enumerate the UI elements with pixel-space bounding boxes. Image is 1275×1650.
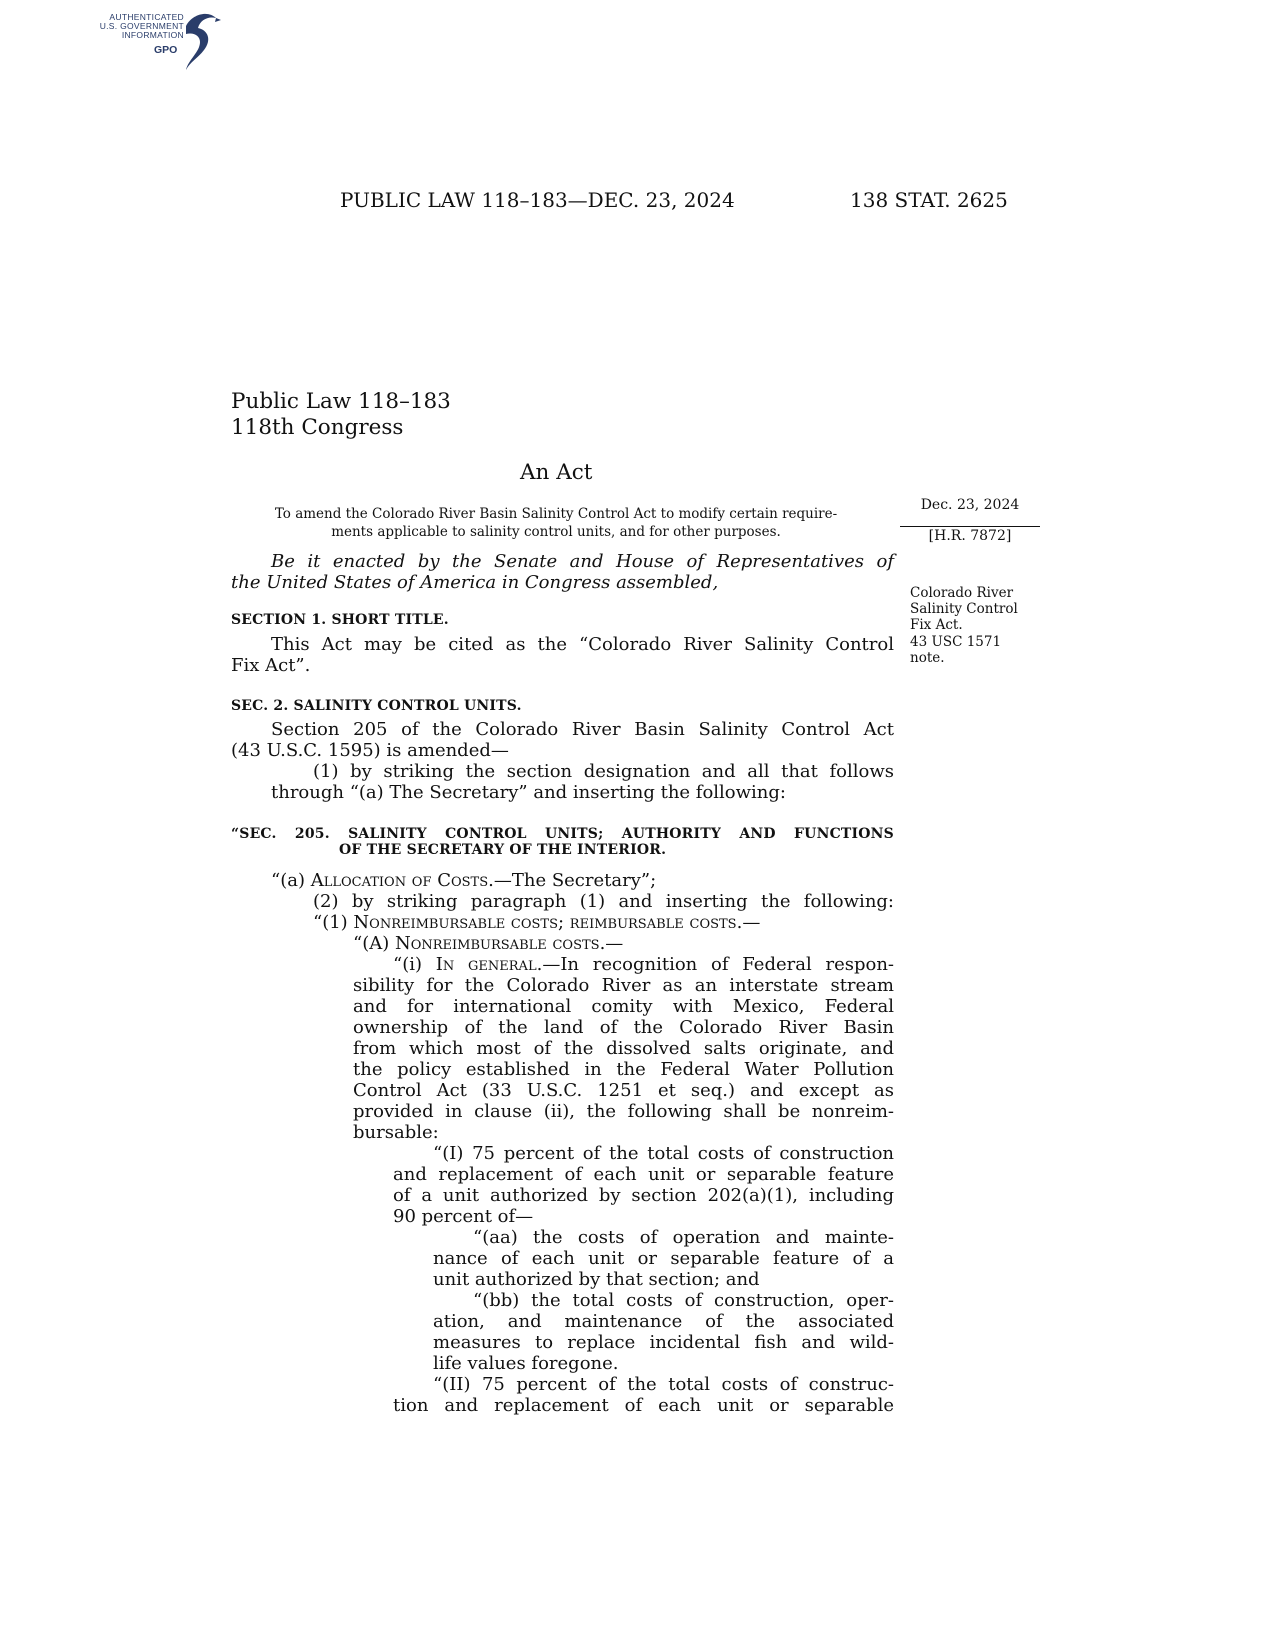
clause-i-heading: In general: [435, 954, 537, 975]
enacting-line: Be it enacted by the Senate and House of Representatives of: [271, 551, 894, 572]
margin-divider: [900, 526, 1040, 527]
section-2-line: through “(a) The Secretary” and inserting the following:: [271, 782, 786, 803]
logo-text-line: AUTHENTICATED: [109, 12, 184, 22]
clause-i-line: Control Act (33 U.S.C. 1251 et seq.) and except as: [353, 1080, 894, 1101]
subclause-I-line: of a unit authorized by section 202(a)(1), including: [393, 1185, 894, 1206]
subclause-II-line: “(II) 75 percent of the total costs of construc-: [433, 1374, 894, 1395]
section-2-line: (43 U.S.C. 1595) is amended—: [231, 740, 509, 761]
clause-i-line: and for international comity with Mexico, Federal: [353, 996, 894, 1017]
clause-i-line: ownership of the land of the Colorado River Basin: [353, 1017, 894, 1038]
paragraph-2-line: (2) by striking paragraph (1) and inserting the following:: [313, 891, 894, 912]
clause-i-line: provided in clause (ii), the following shall be nonreim-: [353, 1101, 894, 1122]
section-2-text: [231, 719, 894, 803]
logo-text-line: INFORMATION: [121, 30, 184, 40]
clause-i-text: .—In recognition of Federal respon-: [536, 954, 895, 975]
purpose-line: To amend the Colorado River Basin Salinity Control Act to modify certain require-: [274, 506, 838, 522]
paragraph-1-line: [231, 912, 894, 933]
item-aa-line: nance of each unit or separable feature of a: [433, 1248, 894, 1269]
section-2-heading: SEC. 2. SALINITY CONTROL UNITS.: [231, 698, 522, 714]
sec-205-heading-line: OF THE SECRETARY OF THE INTERIOR.: [339, 842, 667, 858]
amended-text: [231, 870, 894, 1416]
section-1-line: Fix Act”.: [231, 655, 311, 676]
item-aa-line: “(aa) the costs of operation and mainte-: [473, 1227, 894, 1248]
eagle-icon: [178, 8, 222, 76]
running-header-stat-page: 138 STAT. 2625: [850, 188, 1008, 212]
clause-i-line: the policy established in the Federal Water Pollution: [353, 1059, 894, 1080]
subsection-a-text: .—The Secretary”;: [488, 870, 657, 891]
side-note-line: Colorado River: [910, 585, 1014, 601]
sec-205-heading: [231, 826, 894, 858]
clause-i-prefix: “(i): [393, 954, 436, 975]
section-2-line: Section 205 of the Colorado River Basin Salinity Control Act: [271, 719, 894, 740]
public-law-number: Public Law 118–183: [231, 389, 451, 414]
logo-text-line: U.S. GOVERNMENT: [99, 21, 184, 31]
margin-date: Dec. 23, 2024: [920, 497, 1020, 513]
side-note-line: Salinity Control: [910, 601, 1018, 618]
side-note-line: note.: [910, 649, 945, 666]
gpo-authenticated-logo: [92, 8, 222, 76]
subparagraph-A-heading: Nonreimbursable costs: [394, 933, 600, 954]
section-2-line: (1) by striking the section designation and all that follows: [313, 761, 894, 782]
congress-number: 118th Congress: [231, 415, 404, 440]
paragraph-1-prefix: “(1): [313, 912, 354, 933]
side-note-line: 43 USC 1571: [910, 633, 1002, 650]
subsection-a-prefix: “(a): [271, 870, 311, 891]
subclause-I-line: “(I) 75 percent of the total costs of construction: [433, 1143, 894, 1164]
paragraph-1-text: .—: [736, 912, 761, 933]
item-bb-line: “(bb) the total costs of construction, oper-: [473, 1290, 894, 1311]
section-1-text: [231, 634, 894, 676]
side-note-line: Fix Act.: [910, 617, 963, 634]
running-header-citation: PUBLIC LAW 118–183—DEC. 23, 2024: [340, 188, 735, 212]
subparagraph-A-prefix: “(A): [353, 933, 395, 954]
purpose-text: [231, 505, 881, 541]
margin-side-notes: [910, 585, 1050, 666]
clause-i-line: sibility for the Colorado River as an interstate stream: [353, 975, 894, 996]
item-aa-line: unit authorized by that section; and: [433, 1269, 760, 1290]
margin-bill-number: [H.R. 7872]: [928, 528, 1012, 544]
item-bb-line: life values foregone.: [433, 1353, 619, 1374]
clause-i-line: bursable:: [353, 1122, 439, 1143]
clause-i-line: [231, 954, 894, 975]
subclause-I-line: and replacement of each unit or separable feature: [393, 1164, 894, 1185]
purpose-line: ments applicable to salinity control units, and for other purposes.: [331, 524, 781, 540]
sec-205-heading-line: “SEC. 205. SALINITY CONTROL UNITS; AUTHORITY AND FUNCTIONS: [231, 826, 894, 842]
section-1-line: This Act may be cited as the “Colorado River Salinity Control: [271, 634, 894, 655]
clause-i-line: from which most of the dissolved salts originate, and: [353, 1038, 894, 1059]
section-1-heading: SECTION 1. SHORT TITLE.: [231, 612, 449, 628]
subsection-a-heading: Allocation of Costs: [310, 870, 489, 891]
subparagraph-A-line: [231, 933, 894, 954]
enacting-clause: [231, 551, 894, 593]
subclause-II-line: tion and replacement of each unit or separable: [393, 1395, 894, 1416]
logo-text: [92, 13, 184, 40]
subclause-I-line: 90 percent of—: [393, 1206, 534, 1227]
act-heading: An Act: [520, 460, 593, 485]
item-bb-line: measures to replace incidental fish and wild-: [433, 1332, 894, 1353]
item-bb-line: ation, and maintenance of the associated: [433, 1311, 894, 1332]
paragraph-1-heading: Nonreimbursable costs; reimbursable costs: [353, 912, 737, 933]
enacting-line: the United States of America in Congress assembled,: [231, 572, 719, 593]
logo-gpo-text: GPO: [154, 44, 178, 56]
subparagraph-A-text: .—: [599, 933, 624, 954]
subsection-a-line: [231, 870, 894, 891]
